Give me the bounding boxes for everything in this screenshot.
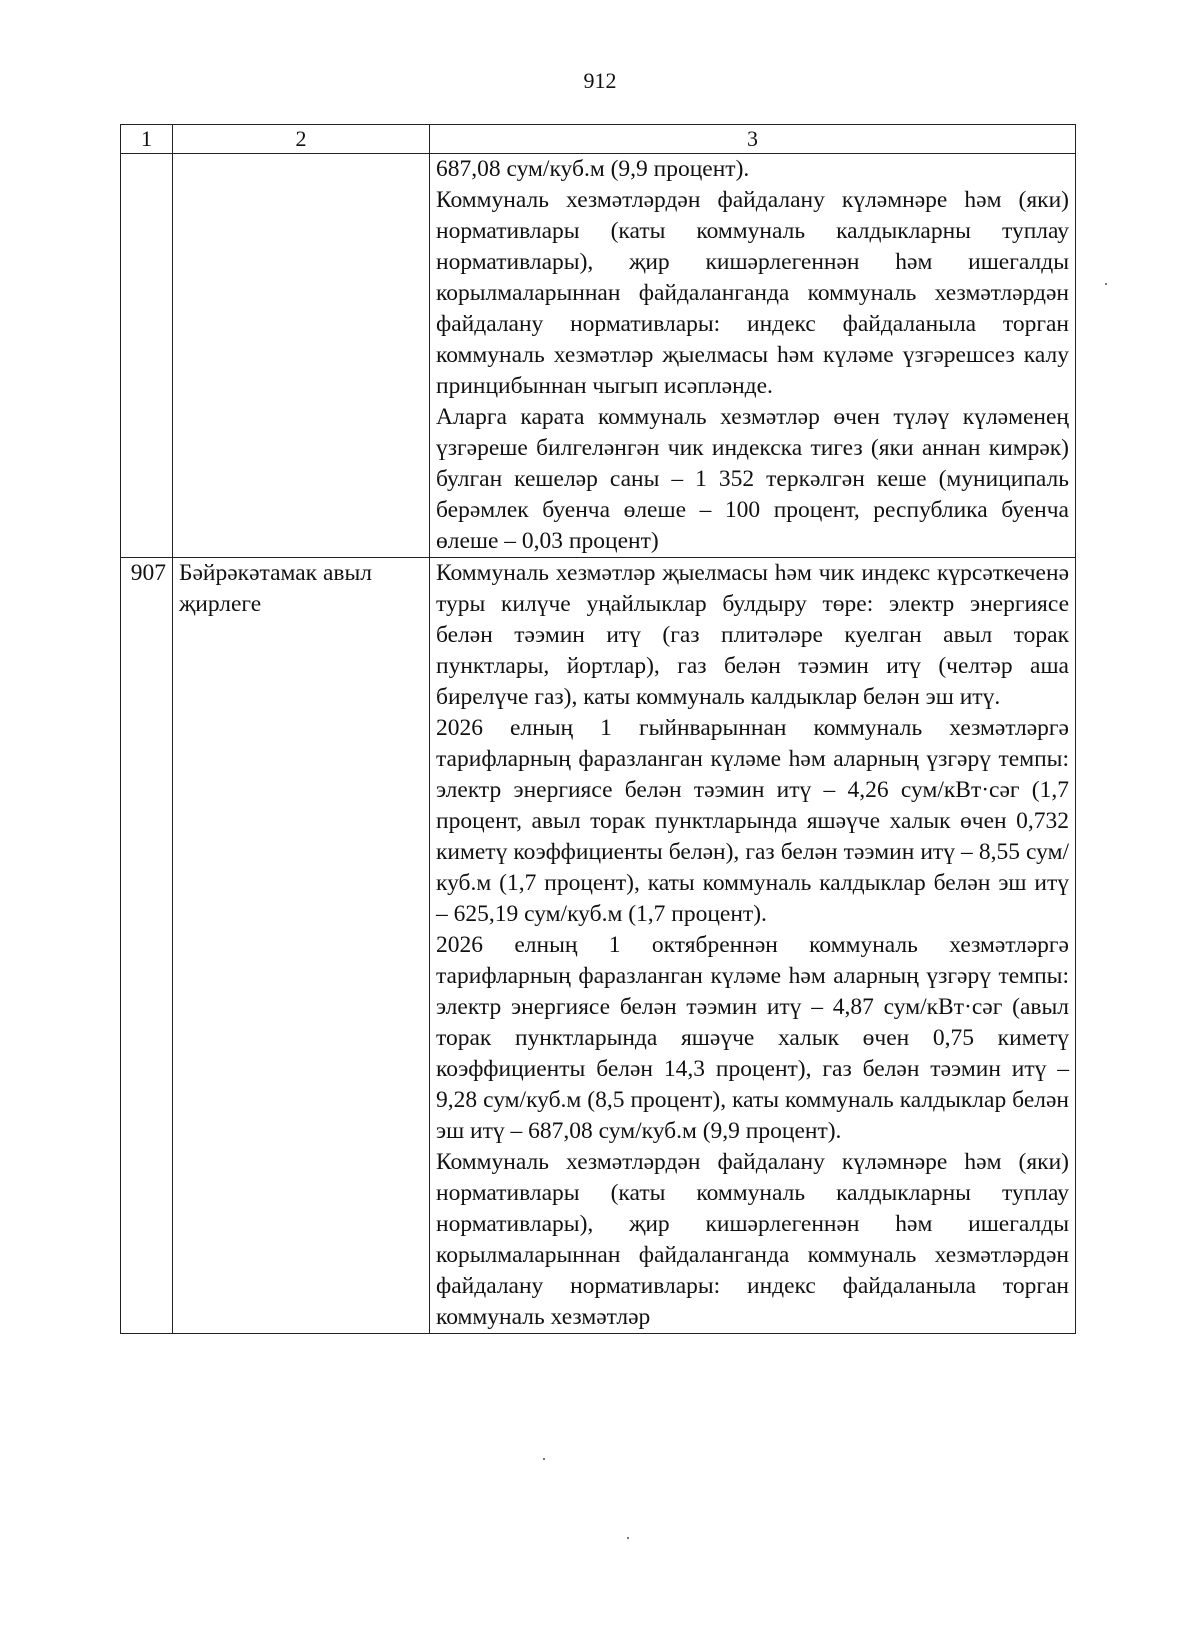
page-number: 912 xyxy=(583,68,617,93)
paragraph: 2026 елның 1 гыйнварыннан коммуналь хезмәтләргә тарифларның фаразланган күләме һәм аларның үзгәрү темпы: электр энергиясе белән тәэмин итү – 4,26 сум/кВт·сәг (1,7 процент, авыл торак пунктларында яшәүче халык өчен 0,732 киметү коэффициенты белән), газ белән тәэмин итү – 8,55 сум/куб.м (1,7 процент), каты коммуналь калдыклар белән эш итү – 625,19 сум/куб.м (1,7 процент). xyxy=(436,715,1069,927)
table-row xyxy=(121,154,1076,558)
paragraph: Коммуналь хезмәтләрдән файдалану күләмнәре һәм (яки) нормативлары (каты коммуналь калдыкларны туплау нормативлары), җир кишәрлегеннән һәм ишегалды корылмаларыннан файдаланганда коммуналь хезмәтләрдән файдалану нормативлары: индекс файдаланыла торган коммуналь хезмәтләр җыелмасы һәм күләме үзгәрешсез калу принцибыннан чыгып исәпләнде. xyxy=(436,187,1069,399)
paragraph: 687,08 сум/куб.м (9,9 процент). xyxy=(436,156,750,182)
column-header-3: 3 xyxy=(430,125,1076,154)
paragraph: 2026 елның 1 октябреннән коммуналь хезмәтләргә тарифларның фаразланган күләме һәм аларның үзгәрү темпы: электр энергиясе белән тәэмин итү – 4,87 сум/кВт·сәг (авыл торак пунктларында яшәүче халык өчен 0,75 киметү коэффициенты белән 14,3 процент), газ белән тәэмин итү – 9,28 сум/куб.м (8,5 процент), каты коммуналь калдыклар белән эш итү – 687,08 сум/куб.м (9,9 процент). xyxy=(436,932,1069,1144)
tariff-table xyxy=(120,124,1076,1334)
paragraph: Аларга карата коммуналь хезмәтләр өчен түләү күләменең үзгәреше билгеләнгән чик индекска тигез (яки аннан кимрәк) булган кешеләр саны – 1 352 теркәлгән кеше (муниципаль берәмлек буенча өлеше – 100 процент, республика буенча өлеше – 0,03 процент) xyxy=(436,404,1069,554)
paragraph: Коммуналь хезмәтләр җыелмасы һәм чик индекс күрсәткеченә туры килүче уңайлыклар булдыру төре: электр энергиясе белән тәэмин итү (газ плитәләре куелган авыл торак пунктлары, йортлар), газ белән тәэмин итү (челтәр аша бирелүче газ), каты коммуналь калдыклар белән эш итү. xyxy=(436,560,1069,710)
column-header-2: 2 xyxy=(173,125,430,154)
column-header-1: 1 xyxy=(121,125,173,154)
settlement-name: Бәйрәкәтамак авыл җирлеге xyxy=(173,558,430,1334)
scan-speck xyxy=(1105,283,1107,285)
paragraph: Коммуналь хезмәтләрдән файдалану күләмнәре һәм (яки) нормативлары (каты коммуналь калдыкларны туплау нормативлары), җир кишәрлегеннән һәм ишегалды корылмаларыннан файдаланганда коммуналь хезмәтләрдән файдалану нормативлары: индекс файдаланыла торган коммуналь хезмәтләр xyxy=(436,1149,1069,1330)
row-description xyxy=(430,154,1076,558)
table-header-row xyxy=(121,125,1076,154)
row-number: 907 xyxy=(121,558,173,1334)
settlement-name xyxy=(173,154,430,558)
table-row xyxy=(121,558,1076,1334)
scan-speck xyxy=(543,1458,545,1460)
scan-speck xyxy=(627,1537,629,1539)
row-description xyxy=(430,558,1076,1334)
row-number xyxy=(121,154,173,558)
